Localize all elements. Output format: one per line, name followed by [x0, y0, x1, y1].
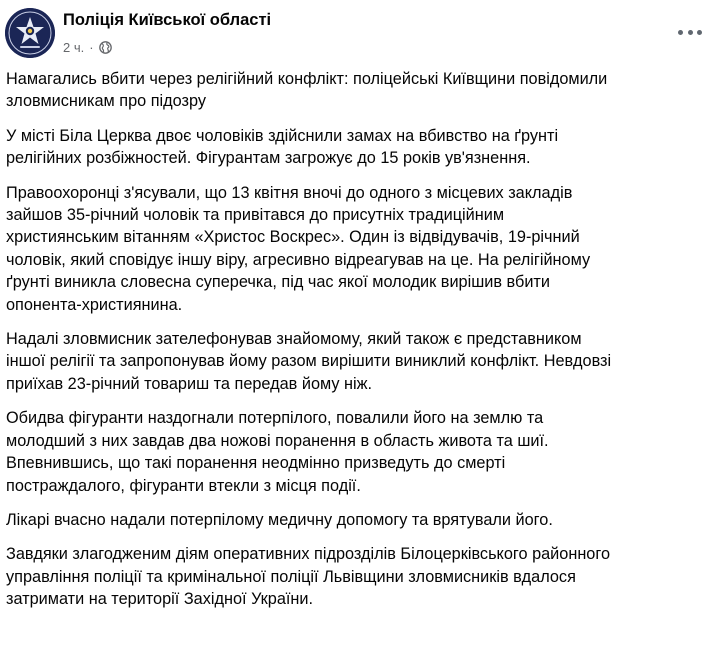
more-horizontal-icon [688, 30, 693, 35]
paragraph-line: релігійних розбіжностей. Фігурантам загрожує до 15 років ув'язнення. [6, 149, 531, 168]
paragraph-line: постраждалого, фігуранти втекли з місця події. [6, 476, 361, 495]
more-horizontal-icon [678, 30, 683, 35]
post-paragraph [6, 407, 708, 497]
paragraph-line: Обидва фігуранти наздогнали потерпілого, повалили його на землю та [6, 409, 544, 428]
paragraph-line: опонента-християнина. [6, 295, 183, 314]
globe-icon[interactable] [99, 41, 112, 54]
paragraph-line: Завдяки злагодженим діям оперативних підрозділів Білоцерківського районного [6, 545, 611, 564]
post-paragraph [6, 509, 708, 531]
post-header [5, 6, 710, 62]
paragraph-line: Намагались вбити через релігійний конфлікт: поліцейські Київщини повідомили [6, 70, 608, 88]
paragraph-line: У місті Біла Церква двоє чоловіків здійснили замах на вбивство на ґрунті [6, 126, 559, 145]
paragraph-line: управління поліції та кримінальної поліції Львівщини зловмисників вдалося [6, 567, 576, 586]
post-paragraph [6, 125, 708, 170]
paragraph-line: християнським вітанням «Христос Воскрес». Один із відвідувачів, 19-річний [6, 228, 580, 247]
page-name-link[interactable]: Поліція Київської області [63, 11, 272, 29]
paragraph-line: зловмисникам про підозру [6, 92, 206, 111]
more-horizontal-icon [697, 30, 702, 35]
paragraph-line: Правоохоронці з'ясували, що 13 квітня вночі до одного з місцевих закладів [6, 183, 573, 202]
post-paragraph [6, 328, 708, 395]
paragraph-line: Впевнившись, що такі поранення неодмінно призведуть до смерті [6, 454, 506, 473]
post-body [6, 68, 708, 623]
more-options-button[interactable] [678, 22, 702, 42]
police-star-icon [5, 8, 55, 58]
paragraph-line: ґрунті виникла словесна суперечка, під час якої молодик вирішив вбити [6, 273, 550, 292]
paragraph-line: чоловік, який сповідує іншу віру, агресивно відреагував на це. На релігійному [6, 250, 591, 269]
paragraph-line: молодший з них завдав два ножові поранення в область живота та шиї. [6, 431, 549, 450]
paragraph-line: Лікарі вчасно надали потерпілому медичну допомогу та врятували його. [6, 510, 553, 529]
paragraph-line: зайшов 35-річний чоловік та привітався до присутніх традиційним [6, 206, 505, 225]
meta-separator: · [89, 39, 94, 55]
paragraph-line: іншої релігії та запропонував йому разом вирішити виниклий конфлікт. Невдовзі [6, 352, 612, 371]
page-avatar[interactable] [5, 8, 55, 58]
post-paragraph [6, 182, 708, 316]
paragraph-line: Надалі зловмисник зателефонував знайомому, який також є представником [6, 330, 582, 349]
post-time-link[interactable]: 2 ч. [63, 39, 85, 55]
post-meta [63, 38, 112, 56]
post-paragraph [6, 543, 708, 610]
paragraph-line: затримати на території Західної України. [6, 590, 314, 609]
paragraph-line: приїхав 23-річний товариш та передав йому ніж. [6, 374, 373, 393]
post-paragraph [6, 68, 708, 113]
